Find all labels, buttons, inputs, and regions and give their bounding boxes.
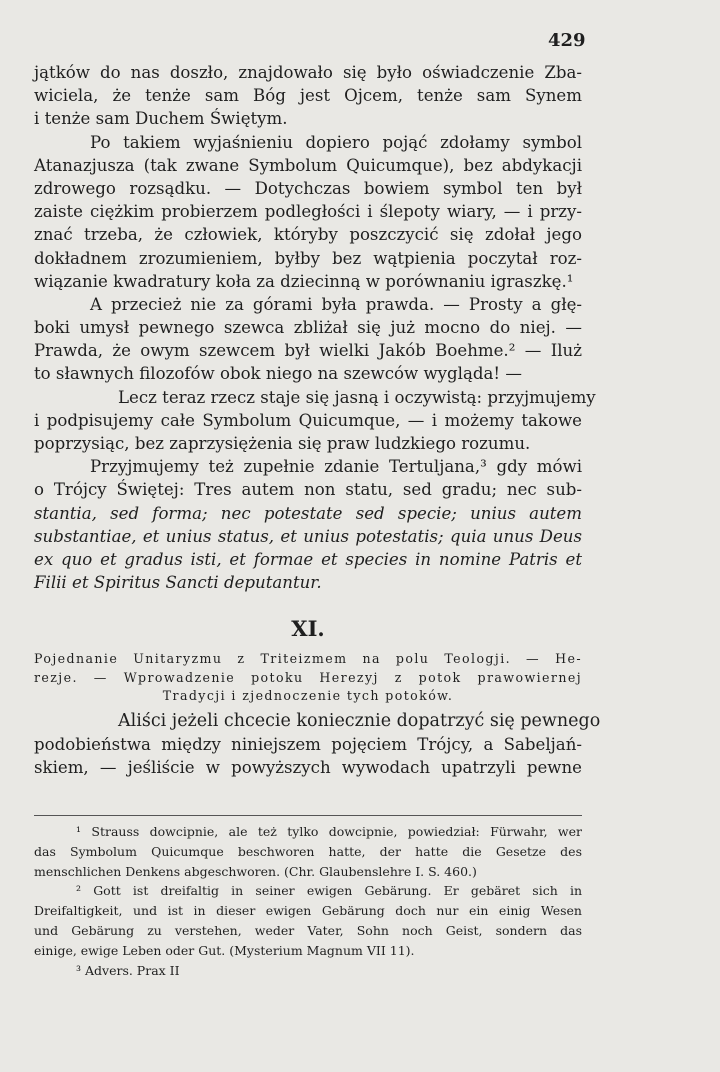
chapter-subtitle [34, 650, 582, 706]
text-line: znać trzeba, że człowiek, któryby poszczycić się zdołał jego [34, 225, 582, 245]
text-line: wiciela, że tenże sam Bóg jest Ojcem, tenże sam Synem [34, 86, 582, 106]
text-line: o Trójcy Świętej: Tres autem non statu, sed gradu; nec sub- [34, 480, 582, 500]
body-text [34, 61, 596, 594]
text-line: Przyjmujemy też zupełnie zdanie Tertuljana,³ gdy mówi [90, 457, 582, 477]
text-line: Filii et Spiritus Sancti deputantur. [34, 573, 322, 593]
text-line: A przecież nie za górami była prawda. — Prosty a głę- [90, 294, 582, 314]
footnotes [34, 822, 582, 980]
footnote-line: und Gebärung zu verstehen, weder Vater, Sohn noch Geist, sondern das [34, 922, 582, 938]
text-line: Aliści jeżeli chcecie koniecznie dopatrzyć się pewnego [118, 711, 601, 731]
text-line: podobieństwa między niniejszem pojęciem Trójcy, a Sabeljań- [34, 735, 582, 755]
text-line: to sławnych filozofów obok niego na szewców wygląda! — [34, 364, 522, 384]
footnote-line: einige, ewige Leben oder Gut. (Mysterium Magnum VII 11). [34, 942, 415, 958]
text-line: skiem, — jeśliście w powyższych wywodach upatrzyli pewne [34, 758, 582, 778]
chapter-opening-text [34, 710, 601, 780]
footnote-line: das Symbolum Quicumque beschworen hatte, der hatte die Gesetze des [34, 843, 582, 859]
footnote-line: ² Gott ist dreifaltig in seiner ewigen Gebärung. Er gebäret sich in [76, 883, 582, 899]
subtitle-line: rezje. — Wprowadzenie potoku Herezyj z potok prawowiernej [34, 669, 582, 685]
footnote-line: menschlichen Denkens abgeschworen. (Chr. Glaubenslehre I. S. 460.) [34, 863, 477, 879]
text-line: zdrowego rozsądku. — Dotychczas bowiem symbol ten był [34, 178, 582, 198]
text-line: poprzysiąc, bez zaprzysiężenia się praw ludzkiego rozumu. [34, 434, 531, 453]
text-line: i tenże sam Duchem Świętym. [34, 109, 288, 129]
footnote-line: Dreifaltigkeit, und ist in dieser ewigen Gebärung doch nur ein einig Wesen [34, 903, 582, 919]
text-line: Po takiem wyjaśnieniu dopiero pojąć zdołamy symbol [90, 132, 582, 152]
text-line: jątków do nas doszło, znajdowało się było oświadczenie Zba- [34, 63, 582, 82]
page-number: 429 [548, 30, 586, 51]
text-line: dokładnem zrozumieniem, byłby bez wątpienia poczytał roz- [34, 248, 582, 268]
text-line: Lecz teraz rzecz staje się jasną i oczywistą: przyjmujemy [118, 387, 596, 407]
text-line: i podpisujemy całe Symbolum Quicumque, — i możemy takowe [34, 410, 582, 430]
text-line: Atanazjusza (tak zwane Symbolum Quicumque), bez abdykacji [34, 155, 582, 175]
subtitle-line: Pojednanie Unitaryzmu z Triteizmem na polu Teologji. — He- [34, 651, 582, 666]
subtitle-line: Tradycji i zjednoczenie tych potoków. [162, 688, 454, 703]
text-line: Prawda, że owym szewcem był wielki Jakób Boehme.² — Iluż [34, 341, 582, 361]
footnote-line: ¹ Strauss dowcipnie, ale też tylko dowcipnie, powiedział: Fürwahr, wer [76, 824, 582, 839]
text-line: stantia, sed forma; nec potestate sed specie; unius autem [34, 503, 582, 523]
footnote-divider [34, 815, 582, 816]
text-line: ex quo et gradus isti, et formae et species in nomine Patris et [34, 549, 582, 569]
text-line: boki umysł pewnego szewca zbliżał się już mocno do niej. — [34, 318, 582, 338]
text-line: substantiae, et unius status, et unius potestatis; quia unus Deus [34, 526, 582, 546]
chapter-heading: XI. [291, 616, 325, 641]
footnote-line: ³ Advers. Prax II [76, 962, 180, 978]
text-line: wiązanie kwadratury koła za dziecinną w porównaniu igraszkę.¹ [34, 271, 574, 291]
text-line: zaiste ciężkim probierzem podległości i ślepoty wiary, — i przy- [34, 202, 582, 222]
